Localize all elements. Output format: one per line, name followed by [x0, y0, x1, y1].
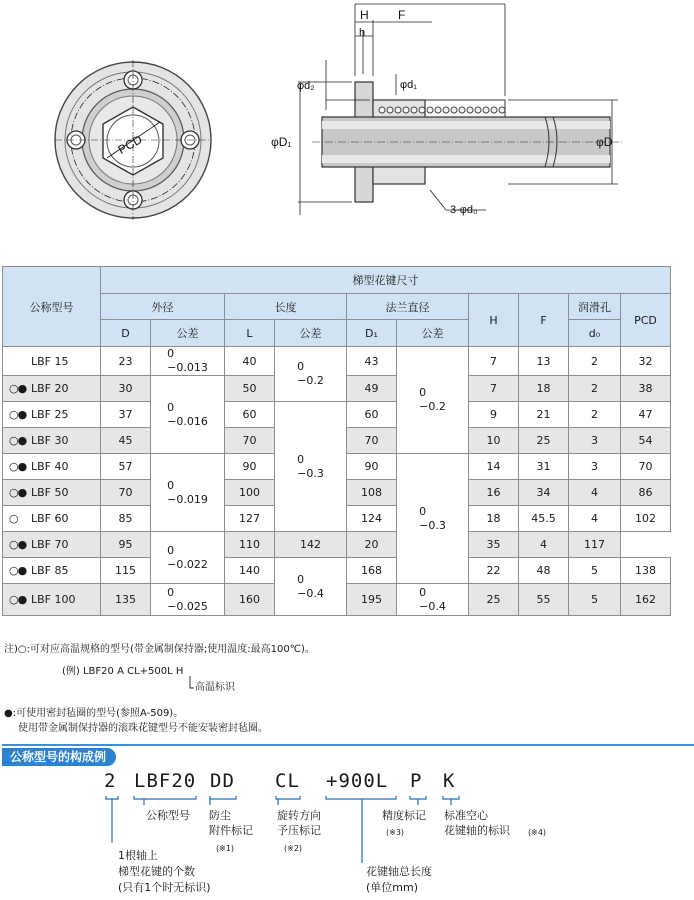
- header-length: 长度: [225, 294, 347, 320]
- d-cell: 85: [101, 506, 151, 532]
- header-F: F: [519, 294, 569, 347]
- tol-d1-cell: 0 −0.3: [397, 454, 469, 584]
- f-cell: 25: [519, 428, 569, 454]
- d1-cell: 49: [347, 376, 397, 402]
- d0-cell: 4: [569, 506, 621, 532]
- h-cell: 9: [469, 402, 519, 428]
- model-cell: ○● LBF 30: [3, 428, 101, 454]
- label-precision: 精度标记: [382, 809, 426, 822]
- tol-d-cell: 0 −0.022: [151, 532, 225, 584]
- dim-D-label: φD: [596, 135, 613, 149]
- tol-d1-cell: 0 −0.2: [397, 347, 469, 454]
- f-cell: 34: [519, 480, 569, 506]
- l-cell: 70: [225, 428, 275, 454]
- h-cell: 16: [469, 480, 519, 506]
- d1-cell: 195: [347, 584, 397, 616]
- f-cell: 48: [519, 558, 569, 584]
- label-count-3: (只有1个时无标识): [118, 881, 211, 894]
- l-cell: 90: [225, 454, 275, 480]
- label-dust-1: 防尘: [209, 809, 231, 822]
- technical-drawings: [0, 0, 694, 262]
- d1-cell: 60: [347, 402, 397, 428]
- tol-l-cell: 0 −0.2: [275, 347, 347, 402]
- section-title: 公称型号的构成例: [2, 748, 116, 766]
- header-lube: 润滑孔: [569, 294, 621, 320]
- table-row: [3, 558, 671, 584]
- h-cell: 7: [469, 347, 519, 376]
- note-high-temp: 注)○:可对应高温规格的型号(带金属制保持器;使用温度:最高100℃)。: [4, 644, 315, 655]
- d1-cell: 90: [347, 454, 397, 480]
- header-D1: D₁: [347, 320, 397, 347]
- label-rot-ref: (※2): [284, 844, 303, 853]
- pcd-cell: 117: [569, 532, 621, 558]
- f-cell: 55: [519, 584, 569, 616]
- d0-cell: 5: [569, 558, 621, 584]
- f-cell: 45.5: [519, 506, 569, 532]
- label-std-1: 标准空心: [444, 809, 488, 822]
- tol-l-cell: 0 −0.4: [275, 558, 347, 616]
- label-model: 公称型号: [146, 809, 190, 822]
- model-cell: ○● LBF 70: [3, 532, 101, 558]
- f-cell: 21: [519, 402, 569, 428]
- label-length-2: (单位mm): [366, 881, 419, 894]
- dim-d2-label: φd₂: [297, 80, 315, 92]
- h-cell: 14: [469, 454, 519, 480]
- dim-d1-label: φd₁: [400, 79, 417, 91]
- label-std-2: 花键轴的标识: [444, 824, 510, 837]
- tol-d-cell: 0 −0.025: [151, 584, 225, 616]
- pcd-cell: 32: [621, 347, 671, 376]
- f-cell: 18: [519, 376, 569, 402]
- d-cell: 115: [101, 558, 151, 584]
- header-H: H: [469, 294, 519, 347]
- pcd-cell: 38: [621, 376, 671, 402]
- header-flange: 法兰直径: [347, 294, 469, 320]
- d1-cell: 124: [347, 506, 397, 532]
- model-cell: ○● LBF 40: [3, 454, 101, 480]
- header-tol-D: 公差: [151, 320, 225, 347]
- header-d0: d₀: [569, 320, 621, 347]
- d0-cell: 3: [569, 454, 621, 480]
- label-rot-1: 旋转方向: [277, 809, 321, 822]
- dim-h-label: h: [359, 27, 366, 39]
- side-view: [298, 4, 622, 215]
- label-count-2: 梯型花键的个数: [118, 865, 195, 878]
- header-model: 公称型号: [3, 267, 101, 347]
- h-cell: 10: [469, 428, 519, 454]
- header-outer: 外径: [101, 294, 225, 320]
- tol-d-cell: 0 −0.019: [151, 454, 225, 532]
- table-row: [3, 347, 671, 376]
- note-seal-1: ●:可使用密封毡圈的型号(参照A-509)。: [4, 708, 184, 719]
- model-cell: ○● LBF 85: [3, 558, 101, 584]
- code-dust: DD: [210, 770, 235, 792]
- example-callout: 高温标识: [195, 682, 235, 693]
- pcd-label: PCD: [115, 132, 145, 158]
- pcd-cell: 102: [621, 506, 671, 532]
- dim-D1-label: φD₁: [271, 135, 292, 149]
- d0-cell: 4: [569, 480, 621, 506]
- h-cell: 22: [469, 558, 519, 584]
- example-code: (例) LBF20 A CL+500L H: [62, 666, 184, 677]
- model-cell: ○● LBF 20: [3, 376, 101, 402]
- table-row: [3, 532, 671, 558]
- code-length: +900L: [326, 770, 389, 792]
- model-cell: ○● LBF 50: [3, 480, 101, 506]
- tol-d-cell: 0 −0.013: [151, 347, 225, 376]
- l-cell: 40: [225, 347, 275, 376]
- h-cell: 18: [469, 506, 519, 532]
- label-count-1: 1根轴上: [118, 849, 158, 862]
- tol-l-cell: 0 −0.3: [275, 402, 347, 532]
- l-cell: 127: [225, 506, 275, 532]
- d-cell: 37: [101, 402, 151, 428]
- header-D: D: [101, 320, 151, 347]
- code-rotation: CL: [275, 770, 300, 792]
- d0-cell: 4: [519, 532, 569, 558]
- d-cell: 30: [101, 376, 151, 402]
- d-cell: 45: [101, 428, 151, 454]
- label-rot-2: 予压标记: [277, 824, 321, 837]
- tol-d-cell: 0 −0.016: [151, 376, 225, 454]
- pcd-cell: 47: [621, 402, 671, 428]
- d-cell: 57: [101, 454, 151, 480]
- l-cell: 100: [225, 480, 275, 506]
- header-L: L: [225, 320, 275, 347]
- pcd-cell: 86: [621, 480, 671, 506]
- d0-cell: 2: [569, 347, 621, 376]
- dim-H-label: H: [360, 8, 369, 22]
- h-cell: 20: [347, 532, 397, 558]
- code-count: 2: [104, 770, 117, 792]
- d1-cell: 43: [347, 347, 397, 376]
- code-hollow: K: [443, 770, 456, 792]
- h-cell: 25: [469, 584, 519, 616]
- d0-cell: 3: [569, 428, 621, 454]
- l-cell: 50: [225, 376, 275, 402]
- l-cell: 60: [225, 402, 275, 428]
- spec-table: [2, 266, 671, 616]
- d0-cell: 5: [569, 584, 621, 616]
- header-group: 梯型花键尺寸: [101, 267, 671, 294]
- d-cell: 70: [101, 480, 151, 506]
- label-dust-2: 附件标记: [209, 824, 253, 837]
- f-cell: 31: [519, 454, 569, 480]
- model-cell: ○ LBF 60: [3, 506, 101, 532]
- dim-F-label: F: [398, 8, 406, 22]
- label-dust-ref: (※1): [216, 844, 235, 853]
- label-precision-ref: (※3): [386, 828, 405, 837]
- f-cell: 35: [469, 532, 519, 558]
- example-callout-line: [168, 676, 194, 692]
- l-cell: 110: [225, 532, 275, 558]
- l-cell: 140: [225, 558, 275, 584]
- d0-cell: 2: [569, 376, 621, 402]
- header-PCD: PCD: [621, 294, 671, 347]
- d1-cell: 142: [275, 532, 347, 558]
- note-seal-2: 使用带金属制保持器的滚珠花键型号不能安装密封毡圈。: [18, 723, 268, 734]
- tol-d1-cell: 0 −0.4: [397, 584, 469, 616]
- code-precision: P: [410, 770, 423, 792]
- pcd-cell: 70: [621, 454, 671, 480]
- model-cell: ○● LBF 100: [3, 584, 101, 616]
- d-cell: 135: [101, 584, 151, 616]
- d-cell: 95: [101, 532, 151, 558]
- d1-cell: 70: [347, 428, 397, 454]
- d-cell: 23: [101, 347, 151, 376]
- d0-cell: 2: [569, 402, 621, 428]
- label-std-ref: (※4): [528, 828, 547, 837]
- f-cell: 13: [519, 347, 569, 376]
- header-tol-D1: 公差: [397, 320, 469, 347]
- pcd-cell: 54: [621, 428, 671, 454]
- d1-cell: 168: [347, 558, 397, 584]
- h-cell: 7: [469, 376, 519, 402]
- pcd-cell: 162: [621, 584, 671, 616]
- dim-d0-label: 3-φd₀: [450, 204, 478, 216]
- l-cell: 160: [225, 584, 275, 616]
- d1-cell: 108: [347, 480, 397, 506]
- header-tol-L: 公差: [275, 320, 347, 347]
- model-cell: ○● LBF 25: [3, 402, 101, 428]
- code-model: LBF20: [134, 770, 197, 792]
- model-cell: LBF 15: [3, 347, 101, 376]
- table-row: [3, 402, 671, 428]
- label-length-1: 花键轴总长度: [366, 865, 432, 878]
- pcd-cell: 138: [621, 558, 671, 584]
